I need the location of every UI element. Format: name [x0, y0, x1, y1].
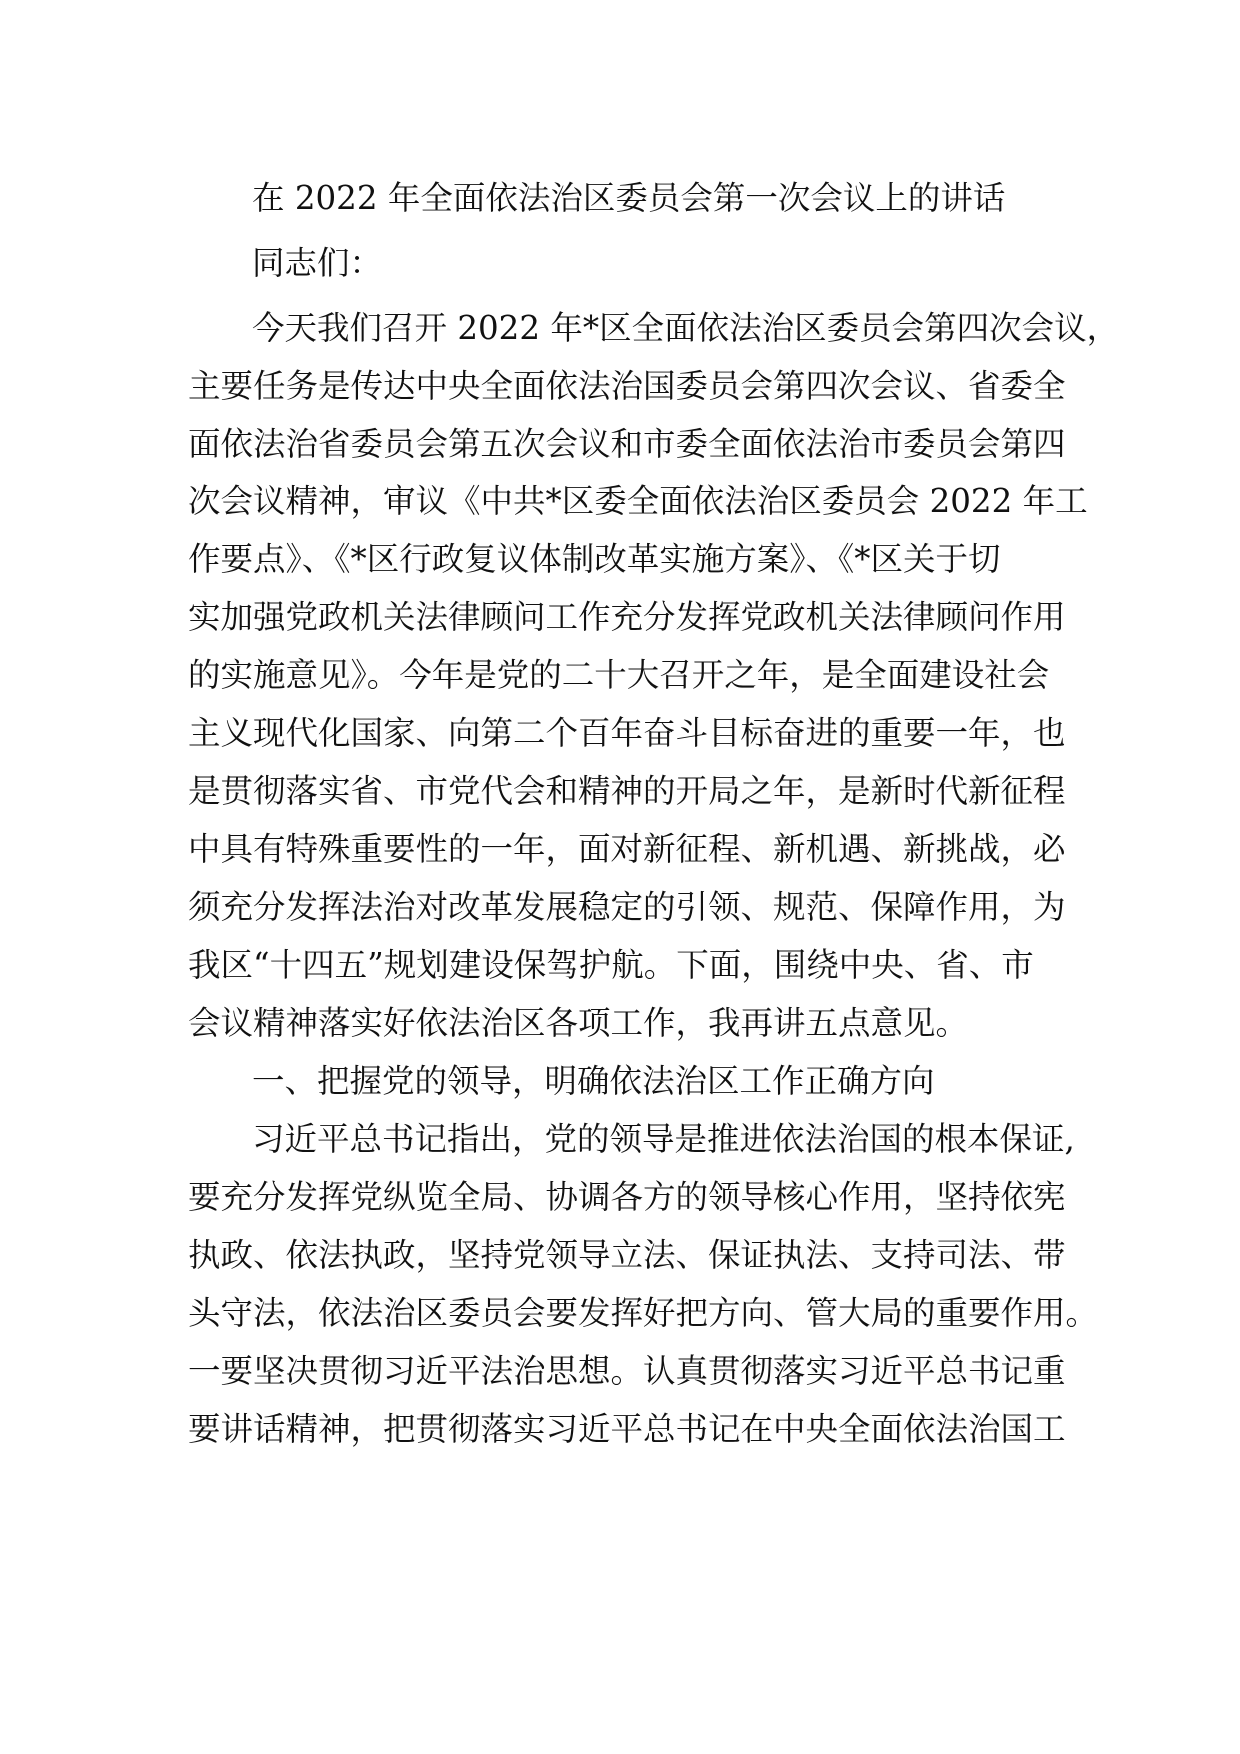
section-heading: 一、把握党的领导，明确依法治区工作正确方向: [252, 1062, 935, 1100]
paragraph-line: 习近平总书记指出，党的领导是推进依法治国的根本保证,: [252, 1120, 1075, 1158]
paragraph-line: 实加强党政机关法律顾问工作充分发挥党政机关法律顾问作用: [188, 598, 1066, 636]
paragraph-line: 要讲话精神，把贯彻落实习近平总书记在中央全面依法治国工: [188, 1410, 1066, 1448]
paragraph-line: 头守法，依法治区委员会要发挥好把方向、管大局的重要作用。: [188, 1294, 1099, 1332]
paragraph-line: 会议精神落实好依法治区各项工作，我再讲五点意见。: [188, 1004, 969, 1042]
paragraph-line: 要充分发挥党纵览全局、协调各方的领导核心作用，坚持依宪: [188, 1178, 1066, 1216]
paragraph-line: 的实施意见》。今年是党的二十大召开之年，是全面建设社会: [188, 656, 1050, 694]
paragraph-line: 是贯彻落实省、市党代会和精神的开局之年，是新时代新征程: [188, 772, 1066, 810]
paragraph-line: 一要坚决贯彻习近平法治思想。认真贯彻落实习近平总书记重: [188, 1352, 1066, 1390]
paragraph-line: 作要点》、《*区行政复议体制改革实施方案》、《*区关于切: [188, 540, 1001, 578]
paragraph-line: 次会议精神，审议《中共*区委全面依法治区委员会 2022 年工: [188, 482, 1088, 520]
paragraph-line: 主要任务是传达中央全面依法治国委员会第四次会议、省委全: [188, 367, 1066, 405]
paragraph-line: 执政、依法执政，坚持党领导立法、保证执法、支持司法、带: [188, 1236, 1066, 1274]
paragraph-line: 主义现代化国家、向第二个百年奋斗目标奋进的重要一年，也: [188, 714, 1066, 752]
paragraph-line: 我区“十四五”规划建设保驾护航。下面，围绕中央、省、市: [188, 946, 1034, 984]
paragraph-line: 须充分发挥法治对改革发展稳定的引领、规范、保障作用，为: [188, 888, 1066, 926]
salutation: 同志们：: [252, 244, 383, 282]
paragraph-line: 中具有特殊重要性的一年，面对新征程、新机遇、新挑战，必: [188, 830, 1066, 868]
paragraph-line: 面依法治省委员会第五次会议和市委全面依法治市委员会第四: [188, 425, 1066, 463]
paragraph-line: 今天我们召开 2022 年*区全面依法治区委员会第四次会议，: [252, 309, 1120, 347]
document-title: 在 2022 年全面依法治区委员会第一次会议上的讲话: [252, 179, 1006, 217]
